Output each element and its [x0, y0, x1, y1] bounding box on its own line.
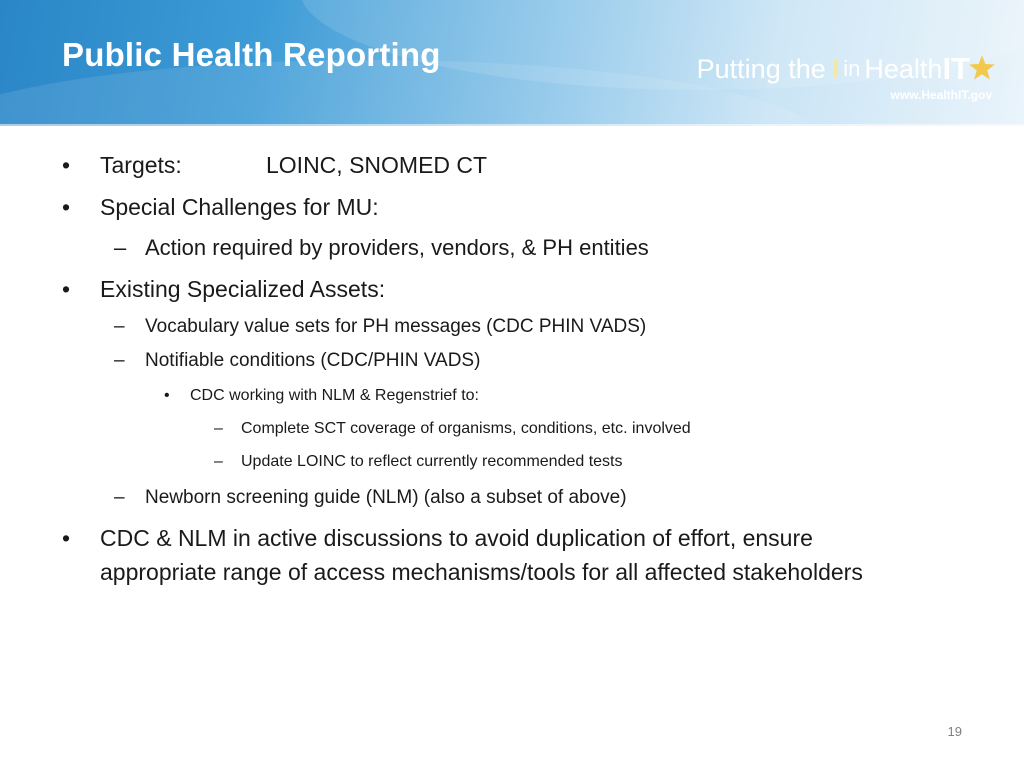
- dash-marker: –: [214, 420, 223, 437]
- logo-health: Health: [864, 54, 943, 84]
- logo-putting-the: Putting the: [696, 54, 826, 84]
- bullet-marker: •: [62, 152, 71, 178]
- bullet-marker: •: [62, 194, 71, 220]
- dash-marker: –: [114, 487, 125, 508]
- existing-assets: Existing Specialized Assets:: [100, 276, 386, 302]
- vocabulary-sets: Vocabulary value sets for PH messages (CDC PHIN VADS): [145, 316, 647, 337]
- targets-label: Targets:: [100, 152, 182, 178]
- bullet-marker: •: [62, 276, 71, 302]
- logo-it: IT: [942, 51, 970, 86]
- slide-title: Public Health Reporting: [62, 36, 441, 73]
- targets-value: LOINC, SNOMED CT: [266, 152, 488, 178]
- cdc-nlm-line-2: appropriate range of access mechanisms/tools for all affected stakeholders: [100, 559, 863, 585]
- newborn-screening: Newborn screening guide (NLM) (also a subset of above): [145, 487, 627, 508]
- dash-marker: –: [114, 235, 127, 260]
- dash-marker: –: [214, 453, 223, 470]
- dash-marker: –: [114, 316, 125, 337]
- cdc-nlm-line-1: CDC & NLM in active discussions to avoid duplication of effort, ensure: [100, 525, 813, 551]
- action-required: Action required by providers, vendors, & PH entities: [145, 235, 649, 260]
- page-number: 19: [947, 724, 962, 739]
- special-challenges: Special Challenges for MU:: [100, 194, 379, 220]
- complete-sct: Complete SCT coverage of organisms, conditions, etc. involved: [241, 420, 691, 437]
- logo-in: in: [843, 56, 861, 81]
- logo-url: www.HealthIT.gov: [890, 88, 992, 102]
- dash-marker: –: [114, 350, 125, 371]
- bullet-marker: •: [62, 525, 71, 551]
- notifiable-conditions: Notifiable conditions (CDC/PHIN VADS): [145, 350, 481, 371]
- cdc-working: CDC working with NLM & Regenstrief to:: [190, 387, 479, 404]
- update-loinc: Update LOINC to reflect currently recommended tests: [241, 453, 623, 470]
- logo-i-letter: I: [831, 54, 840, 84]
- bullet-marker: •: [164, 387, 170, 404]
